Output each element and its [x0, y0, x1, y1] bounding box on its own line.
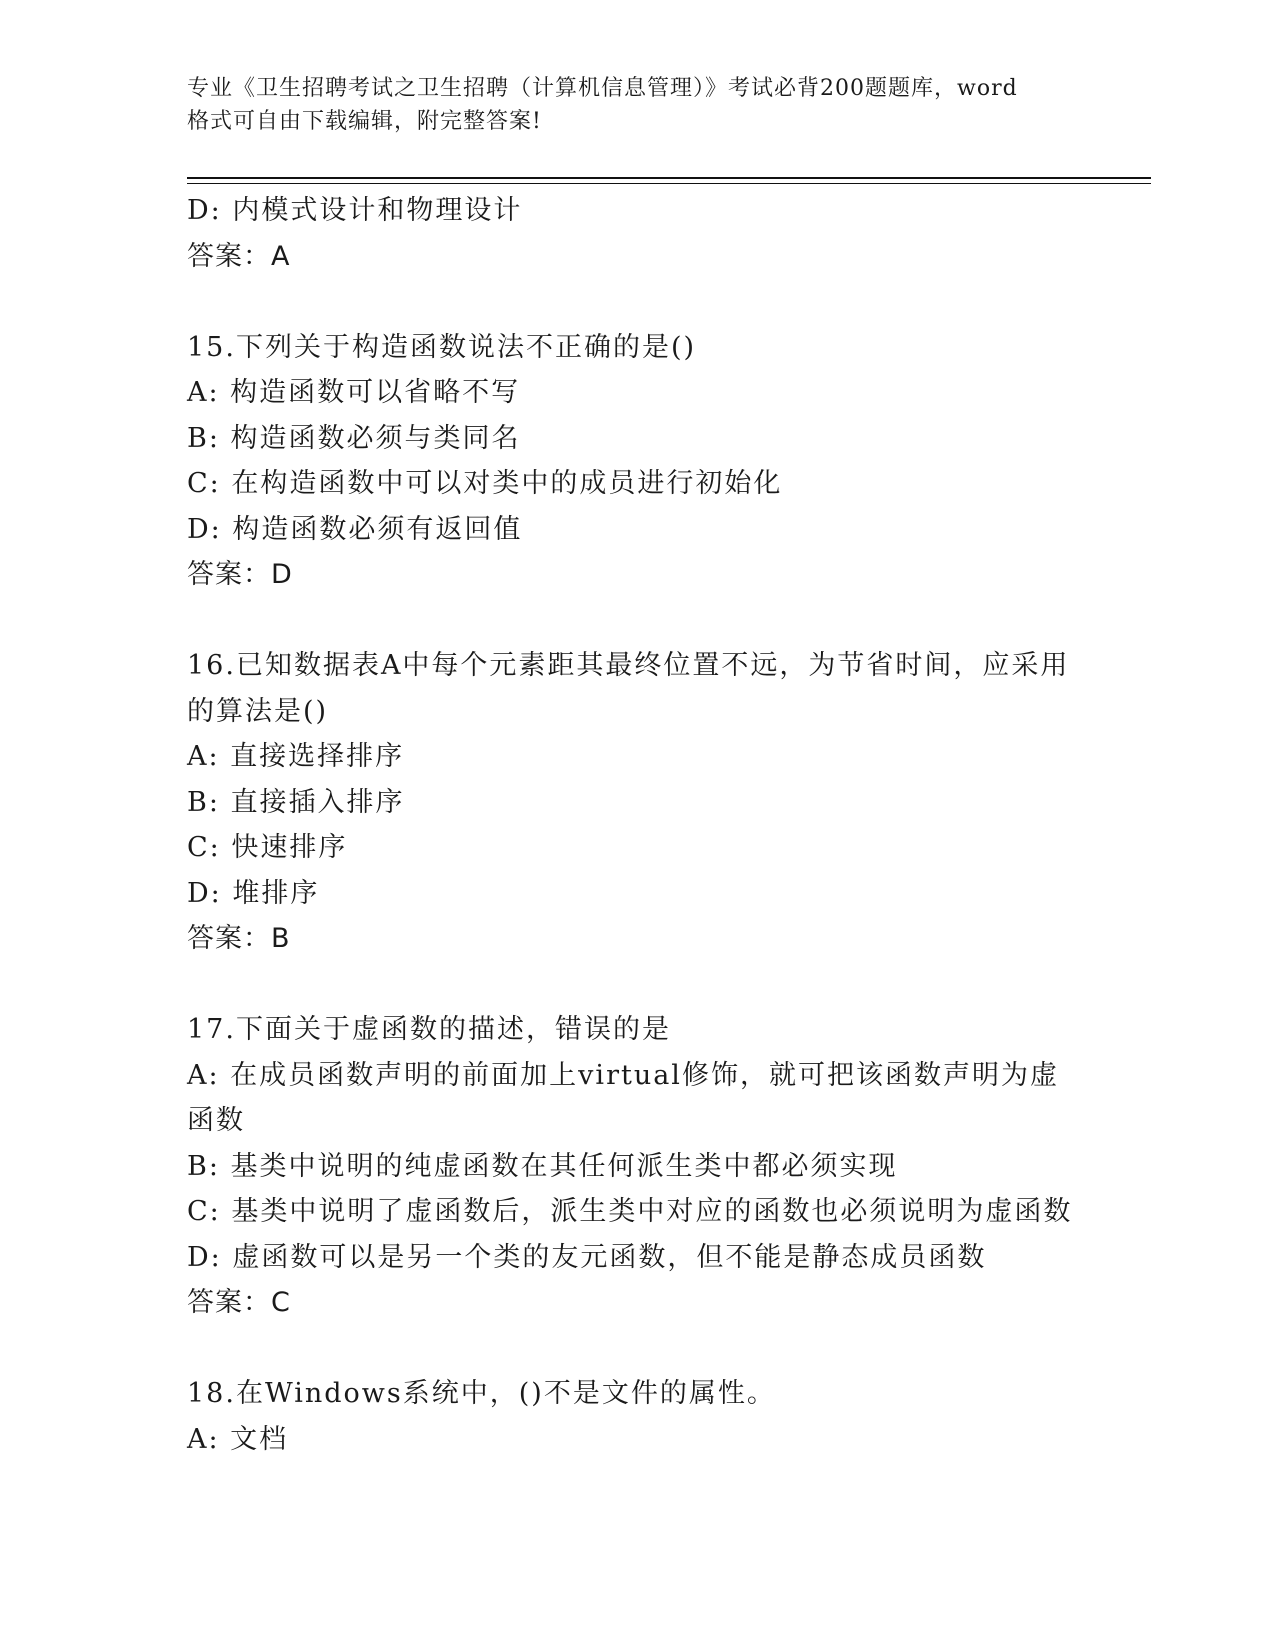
option-b: B: 直接插入排序: [187, 786, 405, 818]
option-d: D: 内模式设计和物理设计: [187, 195, 523, 226]
option-c: C: 基类中说明了虚函数后，派生类中对应的函数也必须说明为虚函数: [187, 1196, 1073, 1227]
question-gap: [187, 1326, 1087, 1372]
question-stem: 15.下列关于构造函数说法不正确的是(): [187, 331, 697, 363]
option-d: D: 虚函数可以是另一个类的友元函数，但不能是静态成员函数: [187, 1241, 987, 1273]
option-a: A: 直接选择排序: [187, 741, 405, 772]
header-line-1: 专业《卫生招聘考试之卫生招聘（计算机信息管理）》考试必背200题题库，word: [187, 76, 1018, 101]
question-16: [187, 643, 1087, 962]
option-a-continued: 函数: [187, 1105, 245, 1136]
question-18: [187, 1371, 1087, 1462]
question-stem: 17.下面关于虚函数的描述，错误的是: [187, 1014, 671, 1045]
question-stem: 18.在Windows系统中，()不是文件的属性。: [187, 1378, 776, 1409]
header-divider-thick: [187, 177, 1151, 179]
question-gap: [187, 962, 1087, 1008]
question-gap: [187, 279, 1087, 325]
answer-line: 答案：D: [187, 559, 293, 590]
answer-line: 答案：A: [187, 240, 291, 272]
answer-line: 答案：B: [187, 923, 291, 954]
question-15: [187, 325, 1087, 598]
option-a: A: 在成员函数声明的前面加上virtual修饰，就可把该函数声明为虚: [187, 1059, 1059, 1091]
option-d: D: 堆排序: [187, 877, 320, 909]
document-header: [187, 72, 1107, 138]
question-17: [187, 1007, 1087, 1326]
answer-line: 答案：C: [187, 1287, 291, 1318]
option-d: D: 构造函数必须有返回值: [187, 513, 523, 545]
question-list: [187, 188, 1087, 1462]
header-divider-thin: [187, 183, 1151, 184]
question-gap: [187, 598, 1087, 644]
option-a: A: 文档: [187, 1423, 289, 1455]
question-14-tail: [187, 188, 1087, 279]
question-stem: 16.已知数据表A中每个元素距其最终位置不远，为节省时间，应采用: [187, 650, 1070, 681]
option-b: B: 构造函数必须与类同名: [187, 422, 521, 454]
option-b: B: 基类中说明的纯虚函数在其任何派生类中都必须实现: [187, 1150, 898, 1182]
header-line-2: 格式可自由下载编辑，附完整答案!: [187, 109, 542, 134]
option-c: C: 快速排序: [187, 832, 348, 863]
question-stem-continued: 的算法是(): [187, 695, 329, 727]
option-a: A: 构造函数可以省略不写: [187, 377, 521, 408]
option-c: C: 在构造函数中可以对类中的成员进行初始化: [187, 468, 783, 499]
